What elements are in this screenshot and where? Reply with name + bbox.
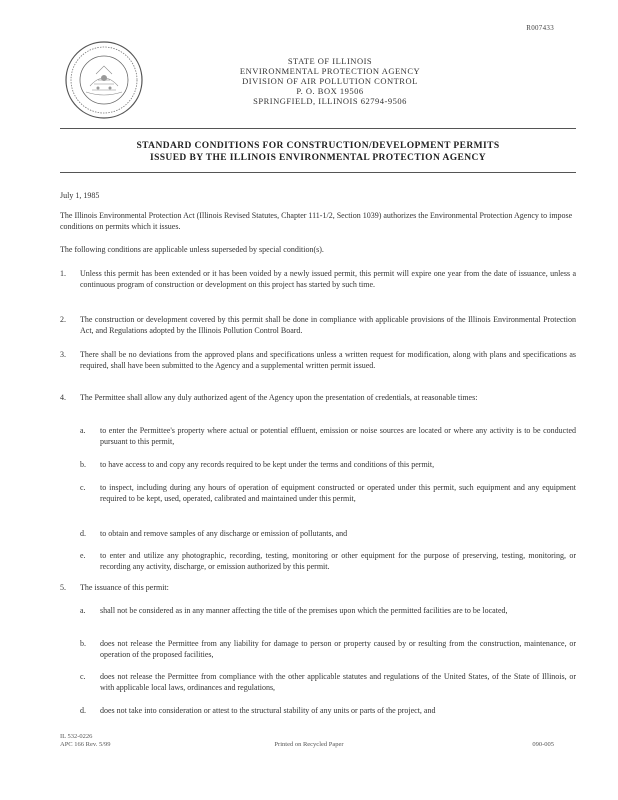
condition-item — [60, 314, 576, 337]
subitem-text: to obtain and remove samples of any discharge or emission of pollutants, and — [100, 529, 348, 538]
agency-line: STATE OF ILLINOIS — [287, 56, 373, 66]
condition-subitem — [80, 425, 576, 448]
condition-number: 3. — [60, 350, 66, 359]
subitem-letter: d. — [80, 529, 86, 538]
condition-subitem — [80, 705, 576, 716]
condition-subitem — [80, 605, 576, 616]
footer-code: 090-005 — [532, 741, 554, 748]
subitem-text: shall not be considered as in any manner affecting the title of the premises upon which the permitted facilities are to be located, — [100, 606, 508, 615]
condition-text: There shall be no deviations from the approved plans and specifications unless a written request for modification, along with plans and specifications as required, shall have been submitted to the Agency and a supplemental written permit issued. — [80, 350, 576, 371]
top-divider — [60, 128, 576, 129]
condition-item — [60, 582, 576, 593]
subitem-text: to inspect, including during any hours of operation of equipment constructed or operated under this permit, such equipment and any equipment required to be kept, used, operated, calibrated and maintained under this permit, — [100, 483, 576, 504]
condition-number: 1. — [60, 269, 66, 278]
condition-number: 4. — [60, 393, 66, 402]
subitem-text: does not take into consideration or attest to the structural stability of any units or parts of the project, and — [100, 706, 436, 715]
subitem-letter: b. — [80, 639, 86, 648]
subitem-letter: d. — [80, 706, 86, 715]
issue-date: July 1, 1985 — [60, 191, 100, 200]
subitem-letter: b. — [80, 460, 86, 469]
form-number-line: IL 532-0226 — [60, 733, 93, 740]
subitem-letter: e. — [80, 551, 86, 560]
title-line: STANDARD CONDITIONS FOR CONSTRUCTION/DEVELOPMENT PERMITS — [136, 141, 500, 151]
condition-subitem — [80, 638, 576, 661]
condition-text: The construction or development covered by this permit shall be done in compliance with applicable provisions of the Illinois Environmental Protection Act, and Regulations adopted by the Illinois Pollution Control Board. — [80, 315, 576, 336]
document-title — [60, 140, 576, 164]
condition-text: Unless this permit has been extended or it has been voided by a newly issued permit, this permit will expire one year from the date of issuance, unless a continuous program of construction or development on this project has started by such time. — [80, 269, 576, 290]
condition-item — [60, 268, 576, 291]
condition-number: 5. — [60, 583, 66, 592]
intro-paragraph: The following conditions are applicable unless superseded by special condition(s). — [60, 245, 324, 254]
title-divider — [60, 172, 576, 173]
subitem-letter: a. — [80, 426, 86, 435]
agency-header — [210, 56, 450, 106]
subitem-text: to have access to and copy any records required to be kept under the terms and conditions of this permit, — [100, 460, 435, 469]
agency-line: SPRINGFIELD, ILLINOIS 62794-9506 — [253, 96, 407, 106]
condition-subitem — [80, 550, 576, 573]
intro-paragraph: The Illinois Environmental Protection Act (Illinois Revised Statutes, Chapter 111-1/2, Section 1039) authorizes the Environmental Protection Agency to impose conditions on permits which it issues. — [60, 211, 573, 232]
subitem-text: to enter the Permittee's property where actual or potential effluent, emission or noise sources are located or where any activity is to be conducted pursuant to this permit, — [100, 426, 576, 447]
subitem-letter: a. — [80, 606, 86, 615]
condition-number: 2. — [60, 315, 66, 324]
condition-subitem — [80, 459, 576, 470]
document-id: R007433 — [526, 24, 554, 32]
agency-line: DIVISION OF AIR POLLUTION CONTROL — [242, 76, 418, 86]
condition-item — [60, 392, 576, 403]
form-number-line: APC 166 Rev. 5/99 — [60, 741, 111, 748]
agency-line: P. O. BOX 19506 — [296, 86, 364, 96]
agency-line: ENVIRONMENTAL PROTECTION AGENCY — [239, 66, 421, 76]
condition-subitem — [80, 528, 576, 539]
subitem-letter: c. — [80, 483, 86, 492]
recycled-paper-note: Printed on Recycled Paper — [274, 741, 344, 748]
subitem-letter: c. — [80, 672, 86, 681]
subitem-text: to enter and utilize any photographic, recording, testing, monitoring or other equipment for the purpose of preserving, testing, monitoring, or recording any activity, discharge, or emission authorized by this permit. — [100, 551, 576, 572]
condition-item — [60, 349, 576, 372]
state-seal-icon — [64, 40, 144, 120]
subitem-text: does not release the Permittee from compliance with the other applicable statutes and regulations of the United States, of the State of Illinois, or with applicable local laws, ordinances and regulations, — [100, 672, 576, 693]
condition-subitem — [80, 482, 576, 505]
title-line: ISSUED BY THE ILLINOIS ENVIRONMENTAL PROTECTION AGENCY — [149, 153, 487, 163]
condition-text: The issuance of this permit: — [80, 583, 169, 592]
subitem-text: does not release the Permittee from any liability for damage to person or property caused by or resulting from the construction, maintenance, or operation of the proposed facilities, — [100, 639, 576, 660]
condition-text: The Permittee shall allow any duly authorized agent of the Agency upon the presentation of credentials, at reasonable times: — [80, 393, 478, 402]
condition-subitem — [80, 671, 576, 694]
